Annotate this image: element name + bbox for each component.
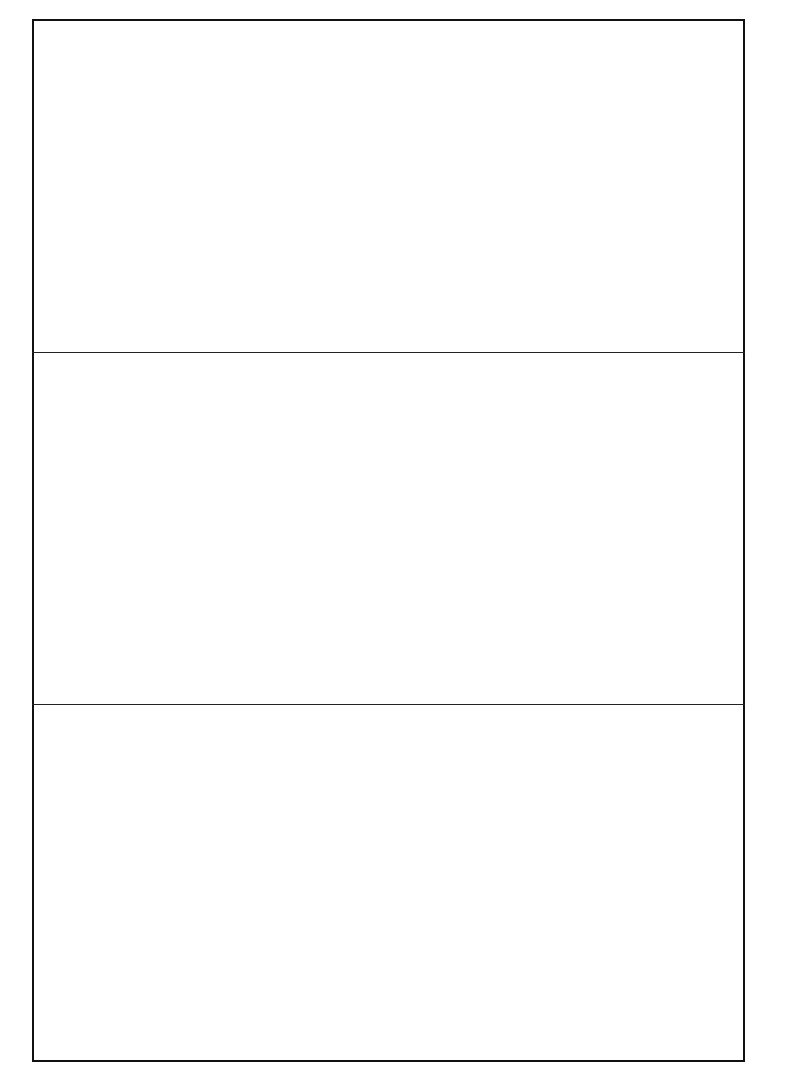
- register-top: [34, 21, 743, 351]
- register-divider-upper: [32, 352, 745, 353]
- register-middle: [34, 355, 743, 703]
- register-bottom-columns: [46, 707, 726, 1060]
- register-top-columns: [44, 21, 726, 351]
- register-middle-columns: [46, 355, 726, 703]
- register-divider-lower: [32, 704, 745, 705]
- register-bottom: [34, 707, 743, 1060]
